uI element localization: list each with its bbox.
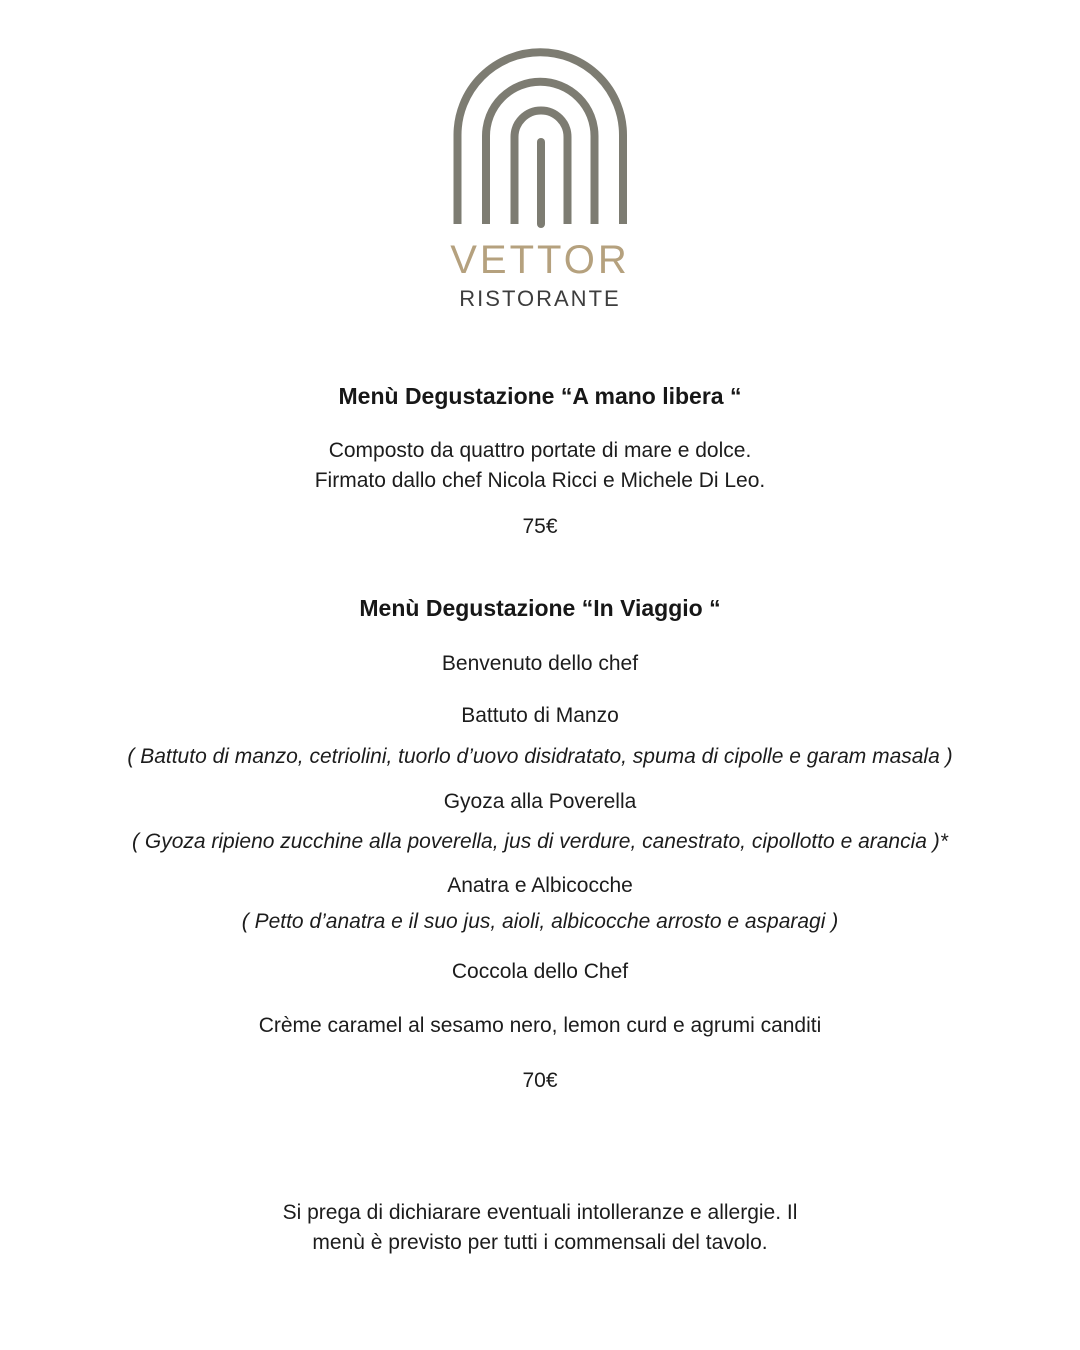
menu-price-a-mano-libera: 75€ [522, 515, 558, 538]
course-name: Benvenuto dello chef [441, 652, 639, 675]
logo-wordmark: VETTOR [450, 238, 630, 282]
course-name: Coccola dello Chef [451, 960, 629, 983]
course-detail: ( Petto d’anatra e il suo jus, aioli, albicocche arrosto e asparagi ) [241, 910, 839, 933]
course-name: Anatra e Albicocche [447, 874, 633, 897]
menu-title-in-viaggio: Menù Degustazione “In Viaggio “ [359, 595, 721, 621]
menu-title-a-mano-libera: Menù Degustazione “A mano libera “ [338, 383, 742, 409]
menu-description [0, 436, 1080, 496]
course-name: Crème caramel al sesamo nero, lemon curd e agrumi canditi [258, 1014, 822, 1037]
allergy-notice-line: menù è previsto per tutti i commensali del tavolo. [312, 1231, 768, 1254]
menu-price-in-viaggio: 70€ [522, 1069, 558, 1092]
restaurant-logo [0, 48, 1080, 312]
allergy-notice [0, 1198, 1080, 1258]
course-detail: ( Battuto di manzo, cetriolini, tuorlo d’uovo disidratato, spuma di cipolle e garam masala ) [127, 745, 953, 768]
course-detail: ( Gyoza ripieno zucchine alla poverella, jus di verdure, canestrato, cipollotto e arancia )* [132, 830, 948, 853]
menu-description-line: Composto da quattro portate di mare e dolce. [328, 439, 752, 462]
course-name: Gyoza alla Poverella [443, 790, 637, 813]
logo-arches-icon [440, 48, 640, 228]
allergy-notice-line: Si prega di dichiarare eventuali intolleranze e allergie. Il [282, 1201, 798, 1224]
logo-subtitle: RISTORANTE [459, 286, 621, 311]
menu-description-line: Firmato dallo chef Nicola Ricci e Michele Di Leo. [314, 469, 766, 492]
course-name: Battuto di Manzo [461, 704, 619, 727]
